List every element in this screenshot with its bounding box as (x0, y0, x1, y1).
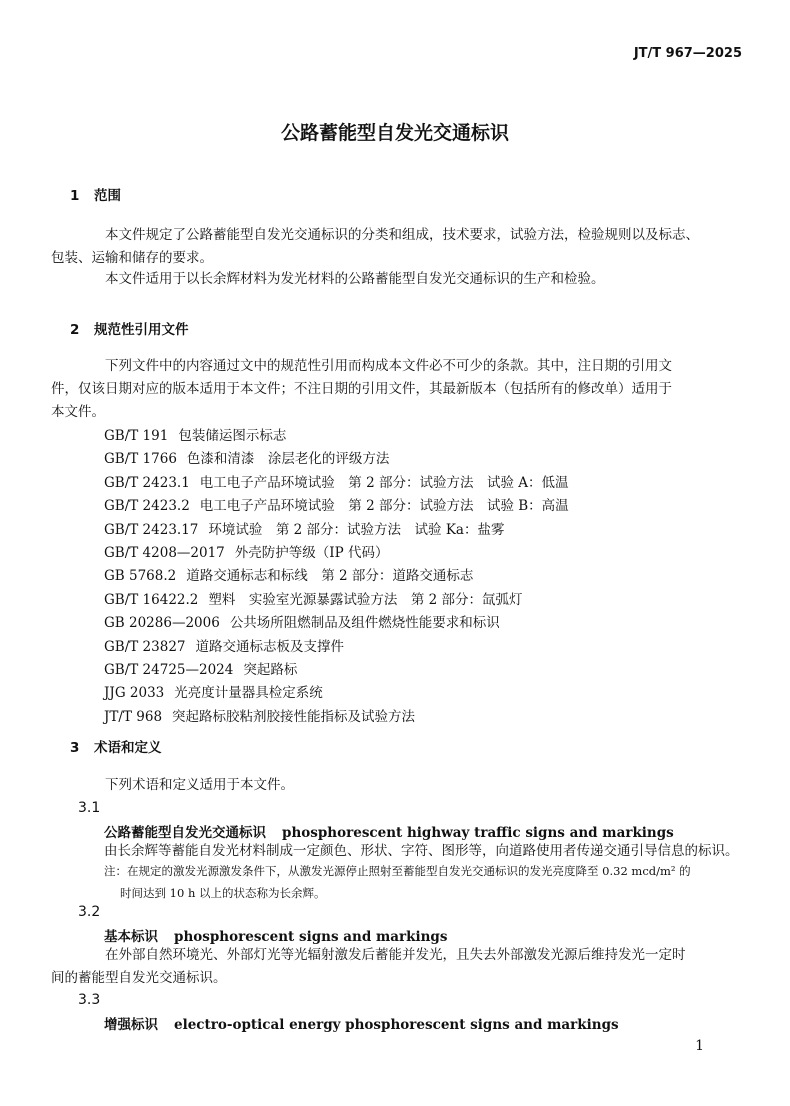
reference-item (104, 425, 569, 448)
term-en: phosphorescent highway traffic signs and markings (282, 825, 674, 841)
reference-title: 突起路标 (243, 661, 298, 678)
term-zh: 增强标识 (104, 1017, 158, 1033)
term-en: phosphorescent signs and markings (174, 929, 448, 945)
reference-code: GB/T 24725—2024 (104, 661, 234, 678)
reference-list (104, 425, 569, 729)
reference-item (104, 472, 569, 495)
reference-code: GB/T 1766 (104, 451, 177, 468)
reference-code: GB/T 2423.1 (104, 474, 190, 491)
standard-number: JT/T 967—2025 (633, 46, 742, 61)
section-number: 3 (70, 740, 80, 756)
text-line: 下列文件中的内容通过文中的规范性引用而构成本文件必不可少的条款。其中，注日期的引用文 (105, 358, 672, 374)
reference-code: GB/T 4208—2017 (104, 544, 225, 561)
text-line: 件，仅该日期对应的版本适用于本文件；不注日期的引用文件，其最新版本（包括所有的修改单）适用于 (51, 381, 672, 397)
reference-title: 色漆和清漆 涂层老化的评级方法 (186, 451, 390, 468)
scope-paragraph-1 (51, 224, 718, 270)
reference-code: GB/T 191 (104, 428, 169, 444)
reference-item (104, 659, 569, 682)
text-line: 间的蓄能型自发光交通标识。 (51, 970, 227, 986)
text-line: 本文件。 (51, 404, 105, 420)
section-number: 2 (70, 322, 80, 338)
reference-title: 道路交通标志板及支撑件 (195, 638, 344, 655)
text-line: 本文件规定了公路蓄能型自发光交通标识的分类和组成，技术要求，试验方法，检验规则以及标志、 (105, 227, 699, 243)
reference-item (104, 495, 569, 518)
reference-title: 光亮度计量器具检定系统 (174, 685, 323, 702)
page-number: 1 (695, 1038, 704, 1054)
reference-title: 电工电子产品环境试验 第 2 部分：试验方法 试验 B：高温 (199, 498, 569, 515)
clause-number: 3.3 (78, 992, 101, 1008)
reference-item (104, 682, 569, 705)
reference-title: 公共场所阻燃制品及组件燃烧性能要求和标识 (229, 615, 500, 632)
reference-code: GB 20286—2006 (104, 615, 220, 632)
term-entry (104, 1013, 619, 1033)
section-title: 范围 (94, 188, 121, 204)
term-definition (51, 944, 718, 990)
reference-title: 突起路标胶粘剂胶接性能指标及试验方法 (172, 708, 416, 725)
reference-item (104, 612, 569, 635)
reference-item (104, 542, 569, 565)
term-note (104, 860, 724, 904)
reference-title: 环境试验 第 2 部分：试验方法 试验 Ka：盐雾 (208, 521, 505, 538)
reference-item (104, 519, 569, 542)
reference-title: 外壳防护等级（IP 代码） (234, 544, 389, 561)
reference-code: GB/T 2423.2 (104, 498, 190, 515)
reference-code: JJG 2033 (104, 685, 165, 702)
note-line: 注：在规定的激发光源激发条件下，从激发光源停止照射至蓄能型自发光交通标识的发光亮度降至 0.32 mcd/m² 的 (104, 864, 691, 878)
terms-intro: 下列术语和定义适用于本文件。 (105, 777, 294, 793)
clause-number: 3.1 (78, 800, 101, 816)
term-en: electro-optical energy phosphorescent signs and markings (174, 1017, 619, 1033)
text-line: 在外部自然环境光、外部灯光等光辐射激发后蓄能并发光，且失去外部激发光源后维持发光一定时 (105, 947, 686, 963)
reference-item (104, 448, 569, 471)
reference-code: GB/T 23827 (104, 638, 186, 655)
page-title: 公路蓄能型自发光交通标识 (280, 122, 509, 144)
text-line: 包装、运输和储存的要求。 (51, 250, 213, 266)
reference-code: GB/T 2423.17 (104, 521, 199, 538)
reference-title: 道路交通标志和标线 第 2 部分：道路交通标志 (186, 568, 474, 585)
section-number: 1 (70, 188, 80, 204)
reference-item (104, 589, 569, 612)
reference-code: GB/T 16422.2 (104, 591, 199, 608)
section-title: 规范性引用文件 (94, 322, 189, 338)
term-zh: 公路蓄能型自发光交通标识 (104, 825, 266, 841)
term-definition: 由长余辉等蓄能自发光材料制成一定颜色、形状、字符、图形等，向道路使用者传递交通引导信息的标识。 (104, 843, 739, 859)
reference-title: 塑料 实验室光源暴露试验方法 第 2 部分：氙弧灯 (208, 591, 523, 608)
term-entry (104, 925, 447, 945)
section-heading-normative (70, 318, 189, 338)
term-zh: 基本标识 (104, 929, 158, 945)
reference-code: GB 5768.2 (104, 568, 177, 585)
note-line: 时间达到 10 h 以上的状态称为长余辉。 (120, 886, 326, 900)
reference-item (104, 706, 569, 729)
section-heading-terms (70, 736, 162, 756)
reference-title: 包装储运图示标志 (178, 428, 287, 444)
term-entry (104, 821, 674, 841)
scope-paragraph-2: 本文件适用于以长余辉材料为发光材料的公路蓄能型自发光交通标识的生产和检验。 (105, 271, 605, 287)
reference-item (104, 565, 569, 588)
normative-intro (51, 355, 718, 424)
clause-number: 3.2 (78, 904, 101, 920)
reference-title: 电工电子产品环境试验 第 2 部分：试验方法 试验 A：低温 (199, 474, 569, 491)
section-title: 术语和定义 (94, 740, 162, 756)
section-heading-scope (70, 184, 121, 204)
reference-code: JT/T 968 (104, 708, 163, 725)
reference-item (104, 636, 569, 659)
